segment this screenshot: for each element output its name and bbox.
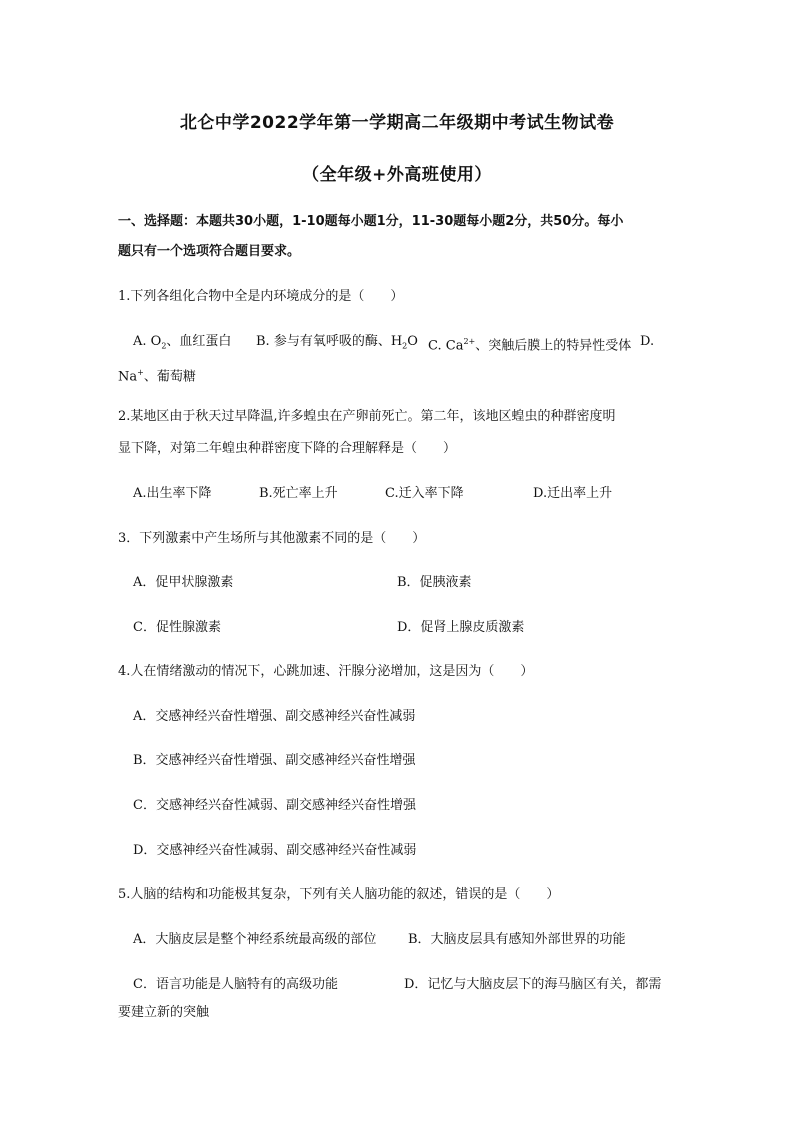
q2-option-d: D.迁出率上升 <box>533 486 613 501</box>
q2-option-a: A.出生率下降 <box>133 486 212 501</box>
q1-option-a: A. $O_2$、血红蛋白 <box>133 334 232 351</box>
section-instructions-line1: 一、选择题：本题共30小题，1-10题每小题1分，11-30题每小题2分，共50分。每小 <box>118 214 624 229</box>
q5-option-b: B．大脑皮层具有感知外部世界的功能 <box>408 932 626 947</box>
q4-option-d: D．交感神经兴奋性减弱、副交感神经兴奋性减弱 <box>133 843 417 858</box>
q3-option-c: C．促性腺激素 <box>133 620 221 635</box>
q4-stem: 4.人在情绪激动的情况下，心跳加速、汗腺分泌增加，这是因为（ ） <box>118 664 534 679</box>
q2-stem-line2: 显下降，对第二年蝗虫种群密度下降的合理解释是（ ） <box>118 441 457 456</box>
q4-option-b: B．交感神经兴奋性增强、副交感神经兴奋性增强 <box>133 753 416 768</box>
q5-option-a: A．大脑皮层是整个神经系统最高级的部位 <box>133 932 377 947</box>
page-subtitle: （全年级+外高班使用） <box>302 165 492 185</box>
q3-option-d: D．促肾上腺皮质激素 <box>397 620 525 635</box>
q1-option-d-label: D. <box>640 334 655 349</box>
q1-option-d: Na+、葡萄糖 <box>118 368 196 385</box>
q2-option-b: B.死亡率上升 <box>259 486 338 501</box>
q4-option-a: A．交感神经兴奋性增强、副交感神经兴奋性减弱 <box>133 709 416 724</box>
q3-stem: 3．下列激素中产生场所与其他激素不同的是（ ） <box>118 531 426 546</box>
q2-option-c: C.迁入率下降 <box>385 486 464 501</box>
q5-stem: 5.人脑的结构和功能极其复杂，下列有关人脑功能的叙述，错误的是（ ） <box>118 887 560 902</box>
q5-option-d: D．记忆与大脑皮层下的海马脑区有关，都需 <box>404 977 662 992</box>
q1-option-b: B. 参与有氧呼吸的酶、$H_2O$ <box>256 334 418 351</box>
q1-option-c: C. $Ca^{2+}$、突触后膜上的特异性受体 <box>428 337 632 354</box>
q4-option-c: C．交感神经兴奋性减弱、副交感神经兴奋性增强 <box>133 798 416 813</box>
q3-option-a: A．促甲状腺激素 <box>133 575 234 590</box>
q1-stem: 1.下列各组化合物中全是内环境成分的是（ ） <box>118 289 404 304</box>
q3-option-b: B．促胰液素 <box>397 575 472 590</box>
q2-stem-line1: 2.某地区由于秋天过早降温,许多蝗虫在产卵前死亡。第二年，该地区蝗虫的种群密度明 <box>118 409 616 424</box>
section-instructions-line2: 题只有一个选项符合题目要求。 <box>118 244 301 259</box>
page-title: 北仑中学2022学年第一学期高二年级期中考试生物试卷 <box>179 113 615 133</box>
q5-option-c: C．语言功能是人脑特有的高级功能 <box>133 977 338 992</box>
q5-option-d-continued: 要建立新的突触 <box>118 1005 210 1020</box>
